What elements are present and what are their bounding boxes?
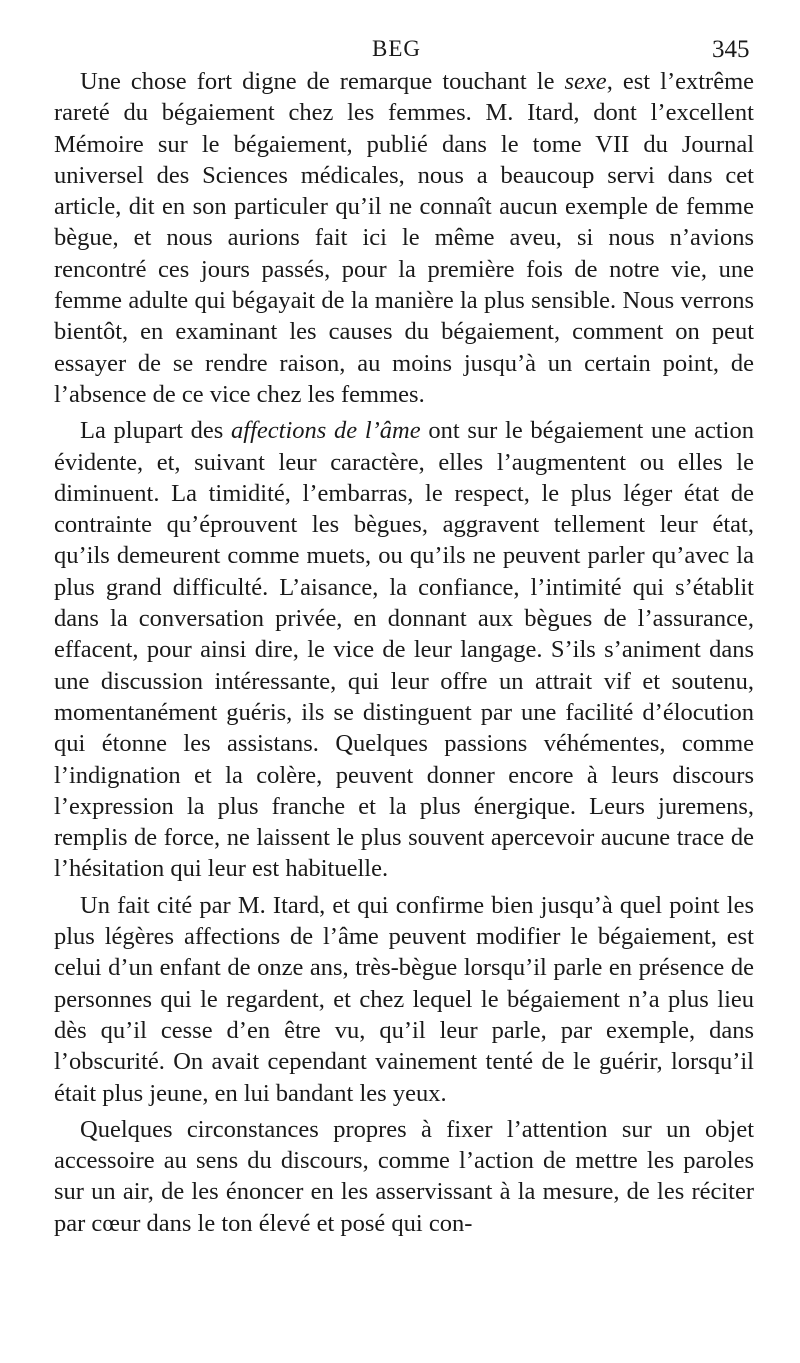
running-title: BEG — [372, 36, 421, 61]
italic-term: sexe — [564, 68, 607, 95]
paragraph-text: La plupart des — [80, 417, 232, 445]
paragraph — [54, 890, 754, 1109]
italic-term: affections de l’âme — [231, 417, 421, 445]
paragraph-text: , est l’extrême rareté du bégaiement chez les femmes. M. Itard, dont l’excellent Mémoire sur le bégaiement, publié dans le tome VII du Journal universel des Sciences médicales, nous a beaucoup servi dans cet article, dit en son particuler qu’il ne connaît aucun exemple de femme bègue, et nous aurions fait ici le même aveu, si nous n’avions rencontré ces jours passés, pour la première fois de notre vie, une femme adulte qui bégayait de la manière la plus sensible. Nous verrons bientôt, en examinant les causes du bégaiement, comment on peut essayer de se rendre raison, au moins jusqu’à un certain point, de l’absence de ce vice chez les femmes. — [54, 68, 754, 408]
paragraph-text: Une chose fort digne de remarque touchant le — [80, 68, 565, 95]
paragraph — [54, 66, 754, 410]
paragraph — [54, 1114, 754, 1239]
paragraph-text: Un fait cité par M. Itard, et qui confirme bien jusqu’à quel point les plus légères affections de l’âme peuvent modifier le bégaiement, est celui d’un enfant de onze ans, très-bègue lorsqu’il parle en présence de personnes qui le regardent, et chez lequel le bégaiement n’a plus lieu dès qu’il cesse d’en être vu, qu’il leur parle, par exemple, dans l’obscurité. On avait cependant vainement tenté de le guérir, lorsqu’il était plus jeune, en lui bandant les yeux. — [54, 891, 754, 1107]
body-text — [54, 66, 754, 1244]
paragraph — [54, 415, 754, 884]
running-head — [0, 34, 800, 68]
paragraph-text: ont sur le bégaiement une action évidente, et, suivant leur caractère, elles l’augmentent ou elles le diminuent. La timidité, l’embarras, le respect, le plus léger état de contrainte qu’éprouvent les bègues, aggravent tellement leur état, qu’ils demeurent comme muets, ou qu’ils ne peuvent parler qu’avec la plus grand difficulté. L’aisance, la confiance, l’intimité qui s’établit dans la conversation privée, en donnant aux bègues de l’assurance, effacent, pour ainsi dire, le vice de leur langage. S’ils s’animent dans une discussion intéressante, qui leur offre un attrait vif et soutenu, momentanément guéris, ils se distinguent par une facilité d’élocution qui étonne les assistans. Quelques passions véhémentes, comme l’indignation et la colère, peuvent donner encore à leurs discours l’expression la plus franche et la plus énergique. Leurs juremens, remplis de force, ne laissent le plus souvent apercevoir aucune trace de l’hésitation qui leur est habituelle. — [54, 417, 754, 883]
paragraph-text: Quelques circonstances propres à fixer l’attention sur un objet accessoire au sens du discours, comme l’action de mettre les paroles sur un air, de les énoncer en les asservissant à la mesure, de les réciter par cœur dans le ton élevé et posé qui con- — [54, 1115, 754, 1237]
page-number: 345 — [712, 36, 750, 63]
